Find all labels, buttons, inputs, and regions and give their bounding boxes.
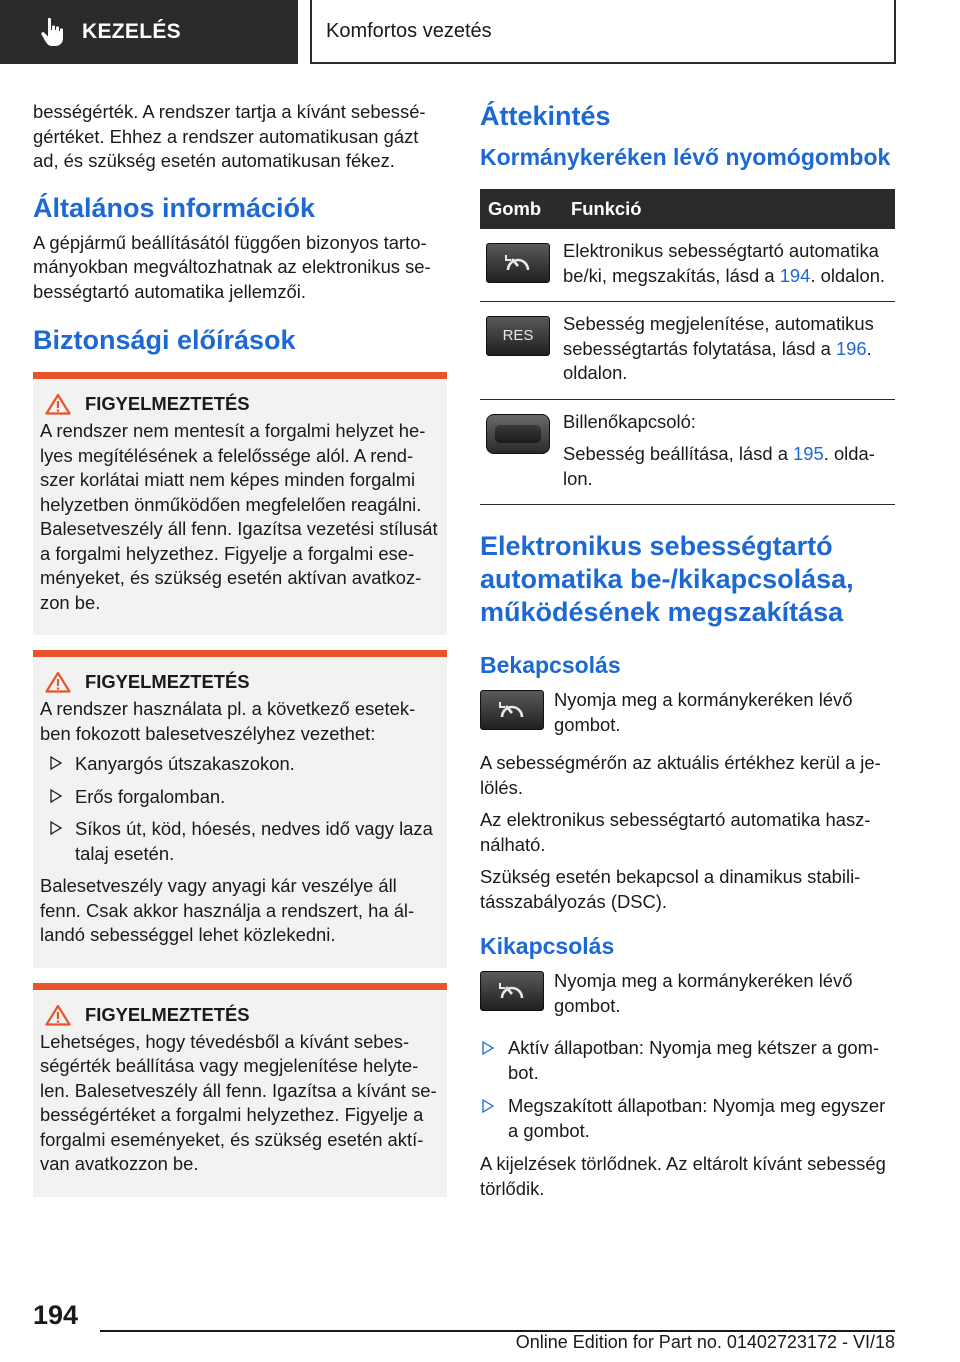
switch-on-paragraph: Szükség esetén bekapcsol a dinamikus stabilitásszabályozás (DSC). [480,866,861,912]
page-link[interactable]: 195 [793,443,824,464]
right-column [480,100,895,1201]
table-cell-function: Billenőkapcsoló: Sebesség beállítása, lásd a 195. oldalon. [563,399,895,505]
general-info-heading: Általános információk [33,192,316,223]
triangle-bullet-icon [50,756,62,770]
switch-on-paragraph: Az elektronikus sebességtartó automatika használható. [480,809,871,855]
warning-triangle-icon [45,671,71,693]
list-item-text: Aktív állapotban: Nyomja meg kétszer a gombot. [508,1037,880,1083]
warning-title: FIGYELMEZTETÉS [85,1003,250,1025]
list-item [40,752,439,777]
warning-after-text: Balesetveszély vagy anyagi kár veszélye áll fenn. Csak akkor használja a rendszert, ha állandó sebességgel lehet közlekedni. [40,875,415,945]
on-off-heading: Elektronikus sebességtartó automatika be-/kikapcsolása, működésének megszakítása [480,531,854,627]
header-title-text: Komfortos vezetés [326,19,492,42]
triangle-bullet-icon [482,1099,494,1113]
list-item-text: Síkos út, köd, hóesés, nedves idő vagy laza talaj esetén. [75,818,433,864]
switch-off-press-text: Nyomja meg a kormánykeréken lévő gombot. [554,970,853,1016]
warning-text: A rendszer használata pl. a következő esetekben fokozott balesetveszélyhez vezethet: [40,698,416,744]
intro-paragraph: bességérték. A rendszer tartja a kívánt sebességértéket. Ehhez a rendszer automatikusan gázt ad, és szükség esetén automatikusan fékez. [33,101,426,171]
res-key: RES [486,316,550,356]
page-number: 194 [33,1300,79,1330]
table-row [480,302,895,400]
rocker-switch-icon [486,414,550,454]
hand-pointer-icon [34,12,74,52]
cruise-control-icon [480,971,544,1011]
switch-on-press-text: Nyomja meg a kormánykeréken lévő gombot. [554,689,853,735]
list-item [480,1036,895,1085]
header-section-tab [0,0,298,64]
warning-triangle-icon [45,393,71,415]
general-info-text: A gépjármű beállításától függően bizonyos tartományokban megváltozhatnak az elektronikus sebességtartó automatika jellemzői. [33,231,431,302]
warning-title: FIGYELMEZTETÉS [85,393,250,414]
page-link[interactable]: 196 [835,337,867,359]
list-item [40,785,439,810]
table-row [480,229,895,302]
switch-off-instruction [480,969,895,1018]
header-title [310,0,896,64]
warning-text: Lehetséges, hogy tévedésből a kívánt sebességérték beállítása vagy megjelenítése helytelen. Balesetveszély áll fenn. Igazítsa a kívánt sebességértéket a forgalmi helyzethez. Figyelje a forgalmi eseményeket, és szükség esetén aktívan avatkozzon be. [40,1030,437,1174]
buttons-table [480,189,895,505]
switch-on-paragraph: A sebességmérőn az aktuális értékhez kerül a jelölés. [480,752,881,798]
list-item-text: Erős forgalomban. [75,785,226,807]
warning-box [33,650,447,968]
warning-list [40,752,439,866]
switch-on-instruction [480,688,895,737]
list-item-text: Kanyargós útszakaszokon. [75,753,295,774]
list-item [480,1094,895,1143]
switch-off-after-text: A kijelzések törlődnek. Az eltárolt kívánt sebesség törlődik. [480,1153,886,1199]
warning-box [33,372,447,635]
cruise-control-icon [486,243,550,283]
list-item-text: Megszakított állapotban: Nyomja meg egyszer a gombot. [508,1095,886,1141]
warning-triangle-icon [45,1004,71,1026]
switch-off-list [480,1036,895,1143]
warning-title: FIGYELMEZTETÉS [85,671,250,692]
safety-heading: Biztonsági előírások [33,325,296,355]
switch-on-heading: Bekapcsolás [480,652,621,678]
triangle-bullet-icon [50,789,62,803]
table-header-button: Gomb [480,189,563,229]
page-link[interactable]: 194 [779,264,811,286]
triangle-bullet-icon [482,1041,494,1055]
table-cell-function: Sebesség megjelenítése, automatikus sebességtartás folytatása, lásd a 196. oldalon. [563,302,895,400]
table-cell-function: Elektronikus sebességtartó automatika be/ki, megszakítás, lásd a 194. oldalon. [563,229,895,302]
warning-box [33,983,447,1197]
header-section-label: KEZELÉS [82,20,181,43]
table-header-function: Funkció [563,189,895,229]
left-column [33,100,447,1197]
triangle-bullet-icon [50,821,62,835]
list-item [40,817,439,866]
steering-buttons-heading: Kormánykeréken lévő nyomógombok [480,144,891,170]
footer-edition: Online Edition for Part no. 01402723172 - VI/18 [515,1332,895,1352]
overview-heading: Áttekintés [480,101,611,131]
warning-text: A rendszer nem mentesít a forgalmi helyzet helyes megítélésének a felelőssége alól. A rendszer korlátai miatt nem képes minden forgalmi helyzetben önműködően megfelelően reagálni. Balesetveszély áll fenn. Igazítsa vezetési stílusát a forgalmi helyzethez. Figyelje a forgalmi eseményeket, és szükség esetén aktívan avatkozzon be. [40,420,438,613]
table-row [480,399,895,505]
cruise-control-icon [480,690,544,730]
switch-off-heading: Kikapcsolás [480,933,615,959]
